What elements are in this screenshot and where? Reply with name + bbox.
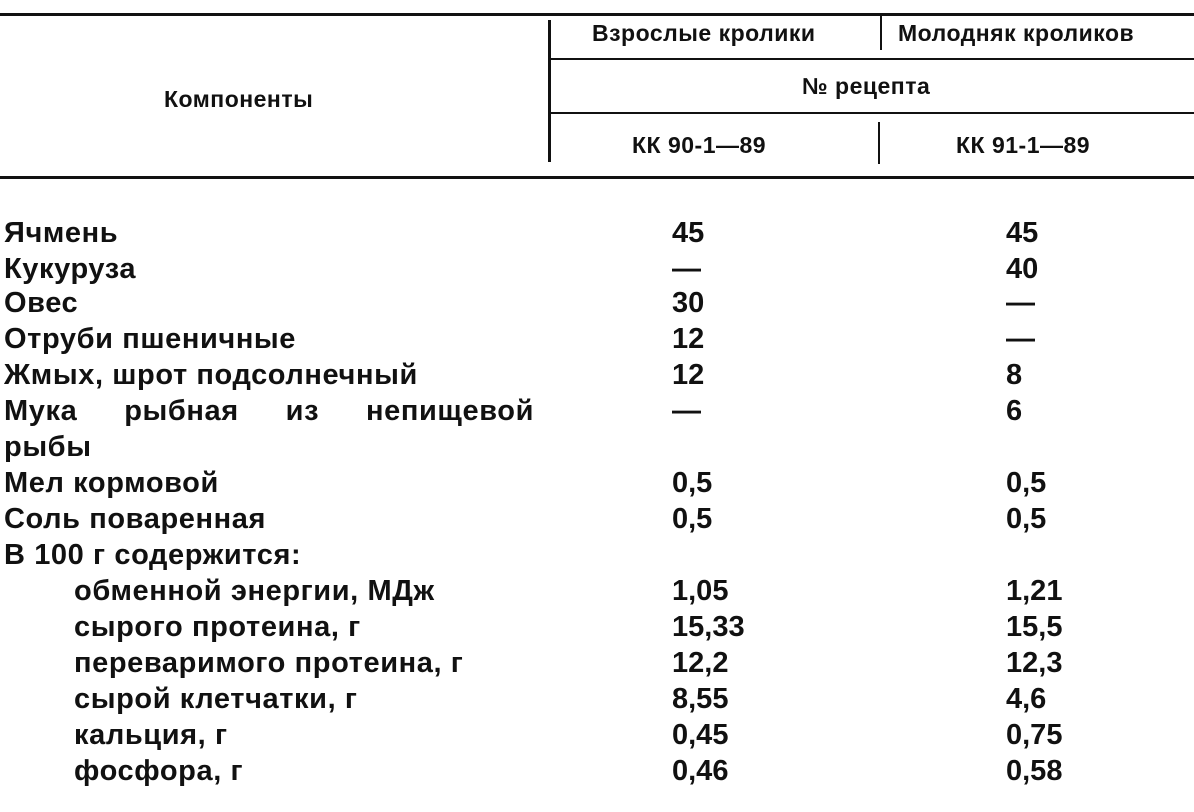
value-kk91: 4,6 xyxy=(1006,683,1047,715)
value-kk91: 6 xyxy=(1006,395,1023,427)
value-kk91: — xyxy=(1006,287,1035,319)
value-kk91: — xyxy=(1006,323,1035,355)
table-row xyxy=(0,430,1194,466)
value-kk91: 0,5 xyxy=(1006,503,1047,535)
header-adult-rabbits: Взрослые кролики xyxy=(592,20,816,46)
row-label: Овес xyxy=(4,287,79,319)
value-kk90: — xyxy=(672,253,701,285)
header-vertical-rule xyxy=(548,20,551,162)
table-row xyxy=(0,252,1194,288)
value-kk91: 1,21 xyxy=(1006,575,1063,607)
row-label: кальция, г xyxy=(74,719,228,751)
value-kk91: 0,5 xyxy=(1006,467,1047,499)
value-kk90: 30 xyxy=(672,287,705,319)
value-kk90: 12 xyxy=(672,323,705,355)
row-label: сырого протеина, г xyxy=(74,611,361,643)
header-recipe-number: № рецепта xyxy=(802,73,931,99)
table-row xyxy=(0,538,1194,574)
header-components: Компоненты xyxy=(164,86,314,112)
header-recipe-kk91: КК 91-1—89 xyxy=(956,132,1091,158)
under-groups-rule xyxy=(551,58,1194,60)
value-kk91: 0,75 xyxy=(1006,719,1063,751)
value-kk90: 1,05 xyxy=(672,575,729,607)
table-row xyxy=(0,682,1194,718)
value-kk90: 0,5 xyxy=(672,503,713,535)
table-row xyxy=(0,394,1194,430)
value-kk90: 0,46 xyxy=(672,755,729,787)
table-row xyxy=(0,322,1194,358)
row-label: фосфора, г xyxy=(74,755,244,787)
row-label: Ячмень xyxy=(4,217,119,249)
row-label: Кукуруза xyxy=(4,253,137,285)
value-kk90: — xyxy=(672,395,701,427)
value-kk90: 45 xyxy=(672,217,705,249)
value-kk90: 8,55 xyxy=(672,683,729,715)
value-kk90: 0,5 xyxy=(672,467,713,499)
value-kk90: 0,45 xyxy=(672,719,729,751)
row-label: Отруби пшеничные xyxy=(4,323,297,355)
header-young-rabbits: Молодняк кроликов xyxy=(898,20,1135,46)
value-kk90: 12 xyxy=(672,359,705,391)
table-row xyxy=(0,754,1194,790)
header-recipe-kk90: КК 90-1—89 xyxy=(632,132,767,158)
table-row xyxy=(0,216,1194,252)
row-label: Жмых, шрот подсолнечный xyxy=(4,359,418,391)
row-label: рыбы xyxy=(4,431,92,463)
table-row xyxy=(0,358,1194,394)
value-kk91: 40 xyxy=(1006,253,1039,285)
row-label: сырой клетчатки, г xyxy=(74,683,358,715)
top-rule xyxy=(0,13,1194,16)
group-divider-rule xyxy=(880,16,882,50)
row-label: Мел кормовой xyxy=(4,467,219,499)
table-row xyxy=(0,502,1194,538)
row-label: В 100 г содержится: xyxy=(4,539,302,571)
value-kk91: 45 xyxy=(1006,217,1039,249)
table-row xyxy=(0,286,1194,322)
value-kk91: 15,5 xyxy=(1006,611,1063,643)
table-row xyxy=(0,646,1194,682)
value-kk91: 12,3 xyxy=(1006,647,1063,679)
table-row xyxy=(0,610,1194,646)
row-label: Мука рыбная из непищевой xyxy=(4,395,534,427)
recipe-divider-rule xyxy=(878,122,880,164)
value-kk90: 15,33 xyxy=(672,611,745,643)
table-row xyxy=(0,574,1194,610)
row-label: Соль поваренная xyxy=(4,503,266,535)
value-kk90: 12,2 xyxy=(672,647,729,679)
table-row xyxy=(0,466,1194,502)
header-bottom-rule xyxy=(0,176,1194,179)
value-kk91: 0,58 xyxy=(1006,755,1063,787)
row-label: обменной энергии, МДж xyxy=(74,575,435,607)
row-label: переваримого протеина, г xyxy=(74,647,464,679)
value-kk91: 8 xyxy=(1006,359,1023,391)
under-recipe-no-rule xyxy=(551,112,1194,114)
table-row xyxy=(0,718,1194,754)
